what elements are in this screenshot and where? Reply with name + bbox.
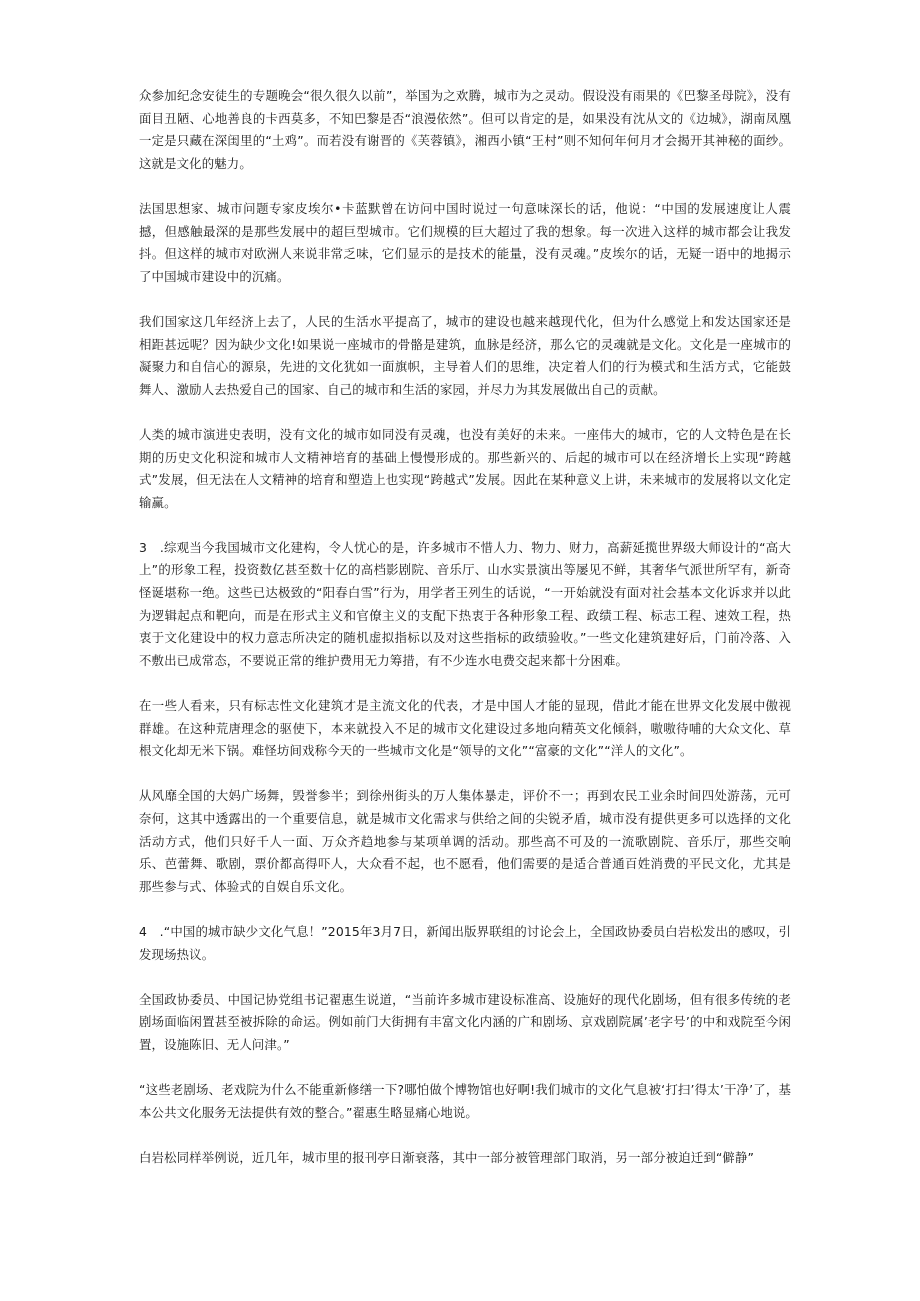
paragraph-landmark-culture: 在一些人看来，只有标志性文化建筑才是主流文化的代表，才是中国人才能的显现，借此才能在世界文化发展中傲视群雄。在这种荒唐理念的驱使下，本来就投入不足的城市文化建设过多地向精英文化倾斜，嗷嗷待哺的大众文化、草根文化却无米下锅。难怪坊间戏称今天的一些城市文化是“领导的文化”“富豪的文化”“洋人的文化”。 <box>139 698 791 759</box>
paragraph-square-dance: 从风靡全国的大妈广场舞，毁誉参半；到徐州街头的万人集体暴走，评价不一；再到农民工业余时间四处游荡，元可奈何，这其中透露出的一个重要信息，就是城市文化需求与供给之间的尖锐矛盾，城市没有提供更多可以选择的文化活动方式，他们只好千人一面、万众齐趋地参与某项单调的活动。那些高不可及的一流歌剧院、音乐厅，那些交响乐、芭蕾舞、歌剧，票价都高得吓人，大众看不起，也不愿看，他们需要的是适合普通百姓消费的平民文化，尤其是那些参与式、体验式的自娱自乐文化。 <box>139 788 791 894</box>
paragraph-newsstands: 白岩松同样举例说，近几年，城市里的报刊亭日渐衰落，其中一部分被管理部门取消，另一部分被迫迁到“僻静” <box>139 1149 755 1165</box>
paragraph-culture-soul: 我们国家这几年经济上去了，人民的生活水平提高了，城市的建设也越来越现代化，但为什么感觉上和发达国家还是相距甚远呢？因为缺少文化!如果说一座城市的骨骼是建筑，血脉是经济，那么它的灵魂就是文化。文化是一座城市的凝聚力和自信心的源泉，先进的文化犹如一面旗帜，主导着人们的思维，决定着人们的行为模式和生活方式，它能鼓舞人、激励人去热爱自己的国家、自己的城市和生活的家园，并尽力为其发展做出自己的贡献。 <box>139 313 791 397</box>
paragraph-section-3: 3 .综观当今我国城市文化建构，令人忧心的是，许多城市不惜人力、物力、财力，高薪延揽世界级大师设计的“高大上”的形象工程，投资数亿甚至数十亿的高档影剧院、音乐厅、山水实景演出等屡见不鲜，其奢华气派世所罕有，新奇怪诞堪称一绝。这些已达极致的“阳春白雪”行为，用学者王列生的话说，“一开始就没有面对社会基本文化诉求并以此为逻辑起点和靶向，而是在形式主义和官僚主义的支配下热衷于各种形象工程、政绩工程、标志工程、速效工程，热衷于文化建设中的权力意志所决定的随机虚拟指标以及对这些指标的政绩验收。”一些文化建筑建好后，门前冷落、入不敷出已成常态，不要说正常的维护费用无力筹措，有不少连水电费交起来都十分困难。 <box>139 539 791 668</box>
paragraph-calame-quote: 法国思想家、城市问题专家皮埃尔•卡蓝默曾在访问中国时说过一句意味深长的话，他说：“中国的发展速度让人震撼，但感触最深的是那些发展中的超巨型城市。它们规模的巨大超过了我的想象。每一次进入这样的城市都会让我发抖。但这样的城市对欧洲人来说非常乏味，它们显示的是技术的能量，没有灵魂。”皮埃尔的话，无疑一语中的地揭示了中国城市建设中的沉痛。 <box>139 200 791 284</box>
paragraph-urban-history: 人类的城市演进史表明，没有文化的城市如同没有灵魂，也没有美好的未来。一座伟大的城市，它的人文特色是在长期的历史文化积淀和城市人文精神培育的基础上慢慢形成的。那些新兴的、后起的城市可以在经济增长上实现“跨越式”发展，但无法在人文精神的培育和塑造上也实现“跨越式”发展。因此在某种意义上讲，未来城市的发展将以文化定输赢。 <box>139 426 791 510</box>
paragraph-section-4: 4 .“中国的城市缺少文化气息！”2015年3月7日，新闻出版界联组的讨论会上，全国政协委员白岩松发出的感叹，引发现场热议。 <box>139 923 791 962</box>
document-body <box>139 85 791 1192</box>
paragraph-old-theaters-quote: “这些老剧场、老戏院为什么不能重新修缮一下?哪怕做个博物馆也好啊!我们城市的文化气息被‘打扫’得太’干净’了，基本公共文化服务无法提供有效的整合。”翟惠生略显痛心地说。 <box>139 1082 791 1120</box>
paragraph-anderson-evening: 众参加纪念安徒生的专题晚会“很久很久以前”，举国为之欢腾，城市为之灵动。假设没有雨果的《巴黎圣母院》，没有面目丑陋、心地善良的卡西莫多，不知巴黎是否“浪漫依然”。但可以肯定的是，如果没有沈从文的《边城》，湖南凤凰一定是只藏在深闺里的“土鸡”。而若没有谢晋的《芙蓉镇》，湘西小镇“王村”则不知何年何月才会揭开其神秘的面纱。这就是文化的魅力。 <box>139 88 791 171</box>
paragraph-zhai-huisheng: 全国政协委员、中国记协党组书记翟惠生说道，“当前许多城市建设标准高、设施好的现代化剧场，但有很多传统的老剧场面临闲置甚至被拆除的命运。例如前门大街拥有丰富文化内涵的广和剧场、京戏剧院属’老字号’的中和戏院至今闲置，设施陈旧、无人问津。” <box>139 991 791 1052</box>
